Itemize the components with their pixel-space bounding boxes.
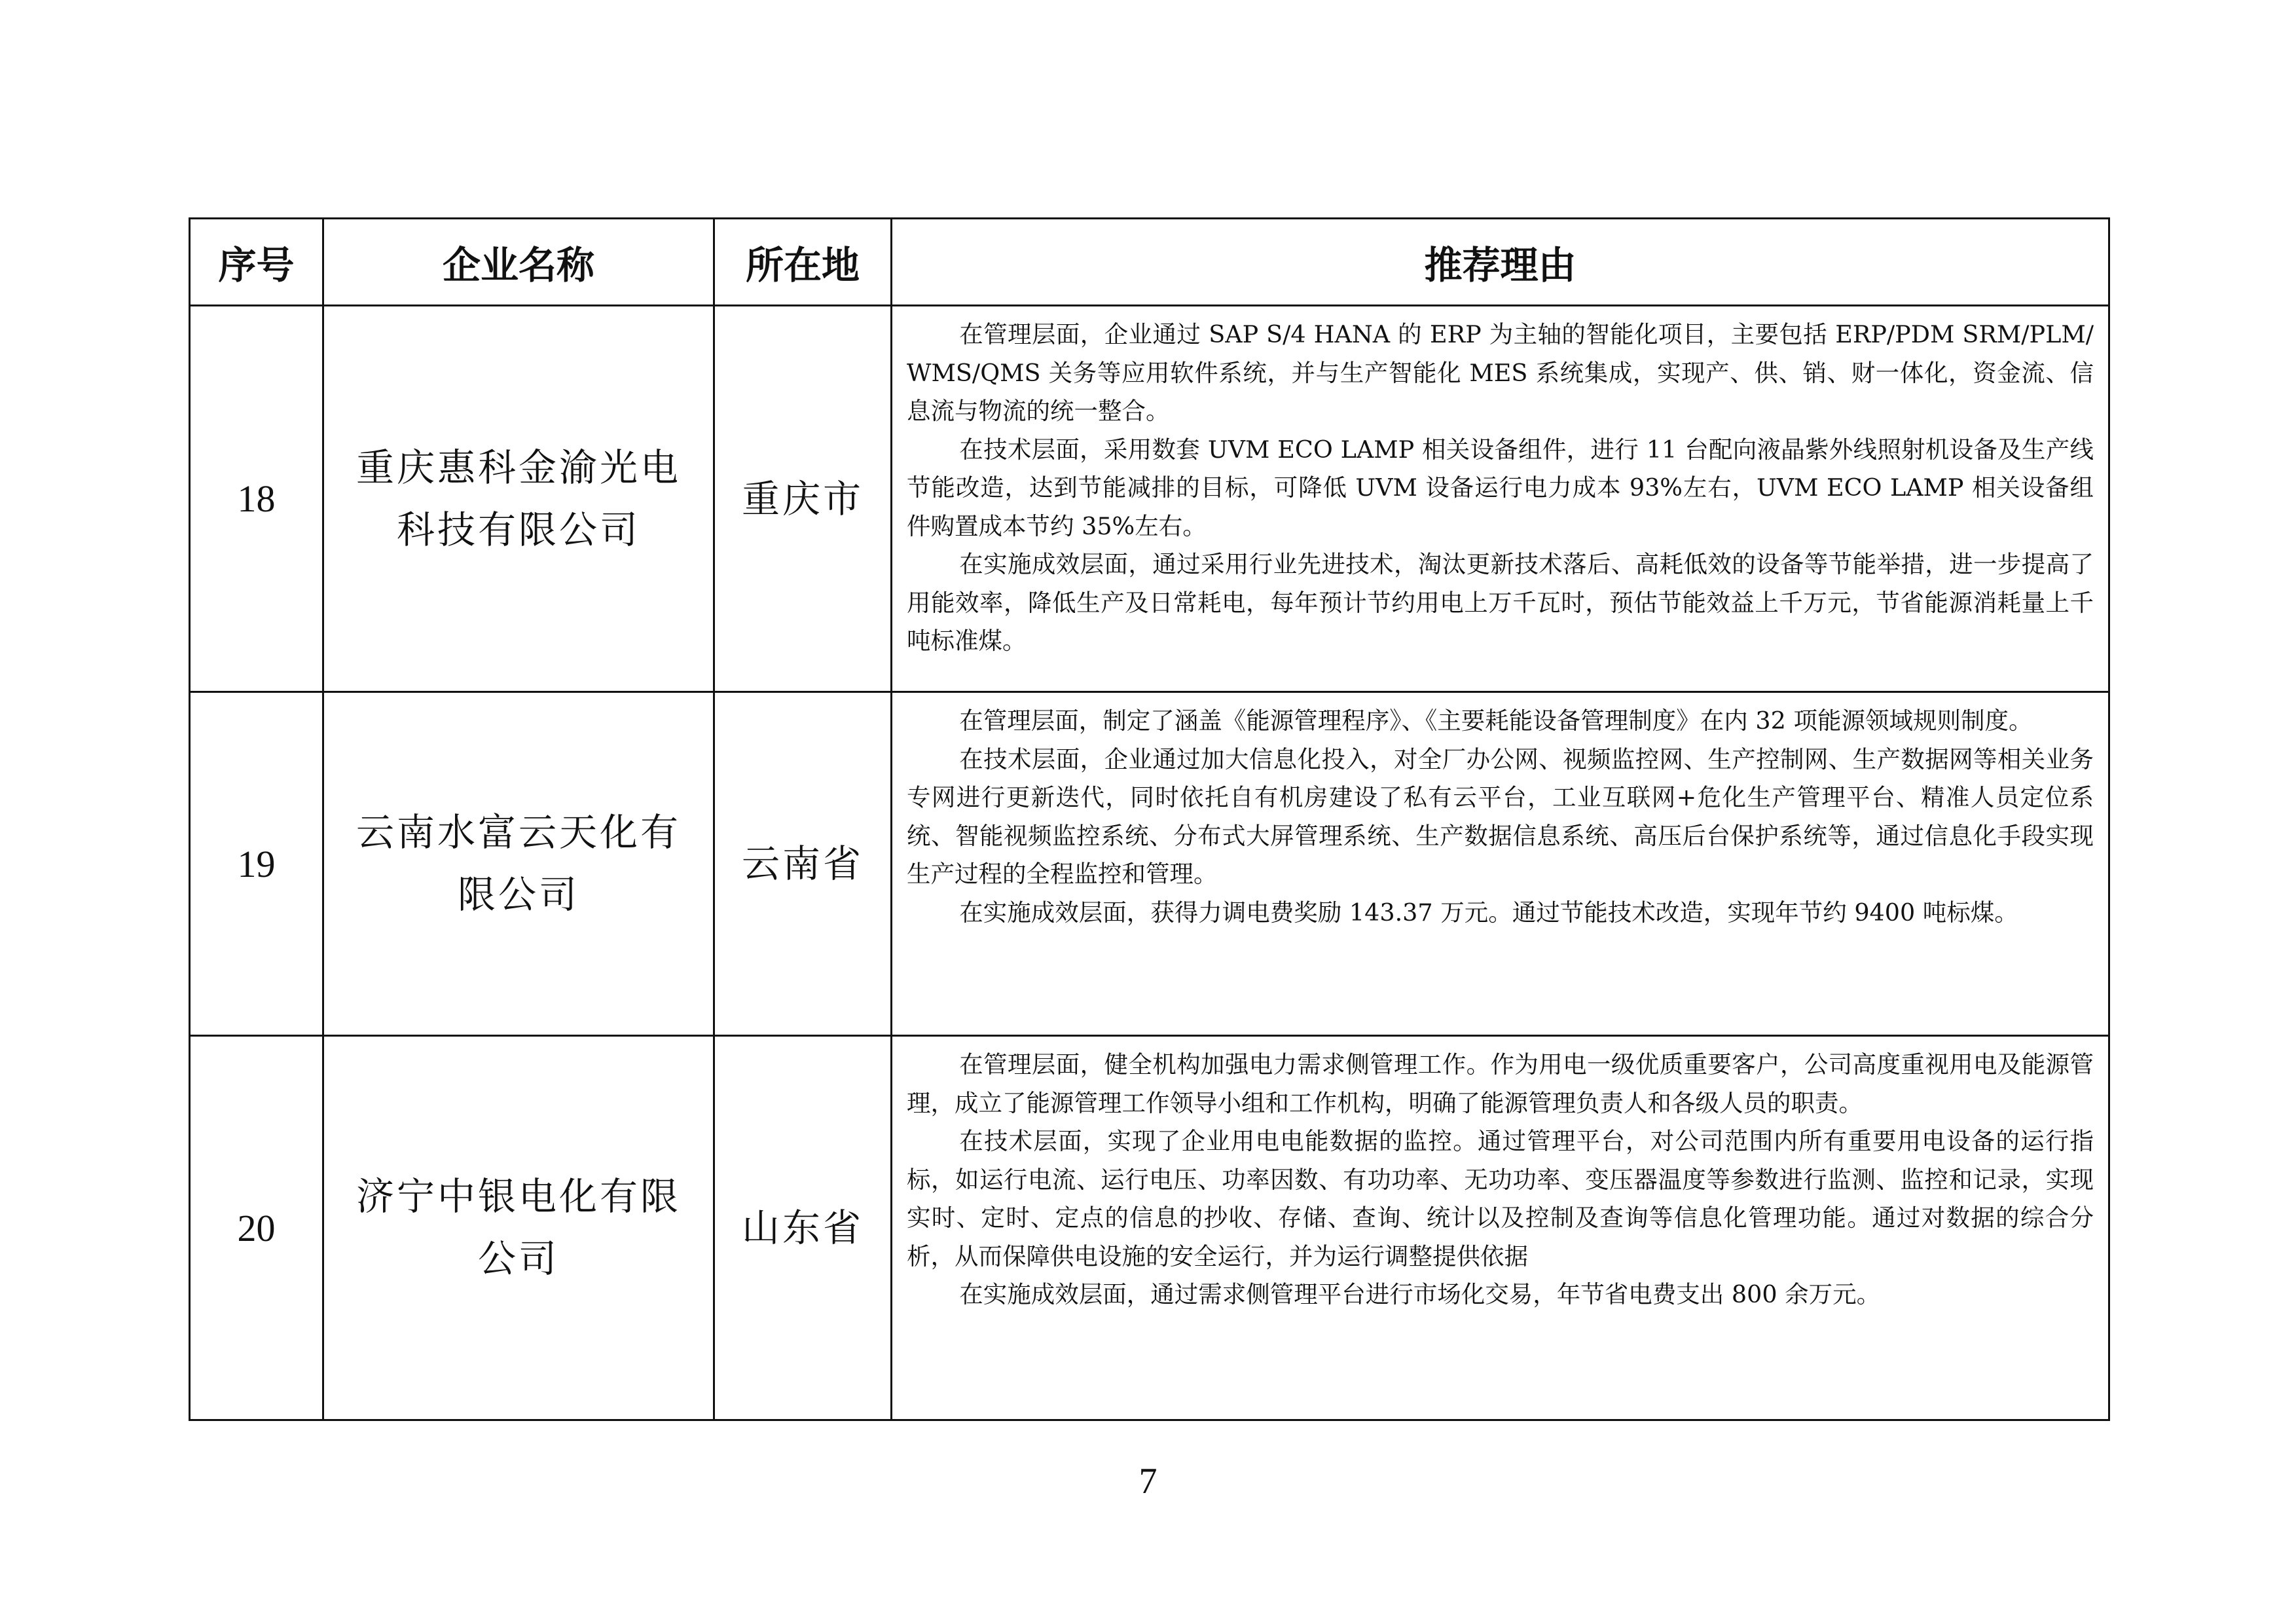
recommendation-table — [189, 217, 2110, 1421]
reason-paragraph: 在实施成效层面，通过需求侧管理平台进行市场化交易，年节省电费支出 800 余万元。 — [959, 1280, 1881, 1308]
company-name — [323, 1036, 714, 1420]
table-row — [190, 306, 2109, 692]
company-name-line: 限公司 — [457, 872, 579, 917]
reason-paragraph: 在实施成效层面，通过采用行业先进技术，淘汰更新技术落后、高耗低效的设备等节能举措，进一步提高了用能效率，降低生产及日常耗电，每年预计节约用电上万千瓦时，预估节能效益上千万元，节省能源消耗量上千吨标准煤。 — [907, 550, 2094, 655]
company-name-line: 公司 — [477, 1236, 559, 1281]
header-reason: 推荐理由 — [892, 219, 2109, 306]
header-location: 所在地 — [714, 219, 892, 306]
location: 云南省 — [714, 692, 892, 1036]
location: 重庆市 — [714, 306, 892, 692]
reason-paragraph: 在管理层面，企业通过 SAP S/4 HANA 的 ERP 为主轴的智能化项目，主要包括 ERP/PDM SRM/PLM/WMS/QMS 关务等应用软件系统，并与生产智能化 MES 系统集成，实现产、供、销、财一体化，资金流、信息流与物流的统一整合。 — [907, 320, 2094, 425]
reason-paragraph: 在技术层面，采用数套 UVM ECO LAMP 相关设备组件，进行 11 台配向液晶紫外线照射机设备及生产线节能改造，达到节能减排的目标，可降低 UVM 设备运行电力成本 93%左右，UVM ECO LAMP 相关设备组件购置成本节约 35%左右。 — [907, 435, 2094, 540]
company-name-line: 重庆惠科金渝光电 — [355, 445, 681, 490]
reason-paragraph: 在管理层面，制定了涵盖《能源管理程序》、《主要耗能设备管理制度》在内 32 项能源领域规则制度。 — [959, 707, 2033, 735]
reason-cell — [892, 1036, 2109, 1420]
company-name-line: 科技有限公司 — [396, 507, 640, 552]
serial-number: 18 — [190, 306, 323, 692]
reason-paragraph: 在技术层面，实现了企业用电电能数据的监控。通过管理平台，对公司范围内所有重要用电设备的运行指标，如运行电流、运行电压、功率因数、有功功率、无功功率、变压器温度等参数进行监测、监控和记录，实现实时、定时、定点的信息的抄收、存储、查询、统计以及控制及查询等信息化管理功能。通过对数据的综合分析，从而保障供电设施的安全运行，并为运行调整提供依据 — [907, 1127, 2094, 1270]
company-name-line: 云南水富云天化有 — [355, 810, 681, 855]
company-name-line: 济宁中银电化有限 — [355, 1174, 681, 1219]
reason-paragraph: 在实施成效层面，获得力调电费奖励 143.37 万元。通过节能技术改造，实现年节约 9400 吨标煤。 — [959, 898, 2018, 927]
location: 山东省 — [714, 1036, 892, 1420]
table-row — [190, 692, 2109, 1036]
serial-number: 19 — [190, 692, 323, 1036]
page-number: 7 — [1139, 1461, 1157, 1502]
reason-cell — [892, 306, 2109, 692]
company-name — [323, 306, 714, 692]
serial-number: 20 — [190, 1036, 323, 1420]
reason-paragraph: 在技术层面，企业通过加大信息化投入，对全厂办公网、视频监控网、生产控制网、生产数据网等相关业务专网进行更新迭代，同时依托自有机房建设了私有云平台，工业互联网+危化生产管理平台、精准人员定位系统、智能视频监控系统、分布式大屏管理系统、生产数据信息系统、高压后台保护系统等，通过信息化手段实现生产过程的全程监控和管理。 — [907, 745, 2094, 888]
table-header-row — [190, 219, 2109, 306]
header-company-name: 企业名称 — [323, 219, 714, 306]
company-name — [323, 692, 714, 1036]
header-serial-number: 序号 — [190, 219, 323, 306]
table-row — [190, 1036, 2109, 1420]
reason-cell — [892, 692, 2109, 1036]
reason-paragraph: 在管理层面，健全机构加强电力需求侧管理工作。作为用电一级优质重要客户，公司高度重视用电及能源管理，成立了能源管理工作领导小组和工作机构，明确了能源管理负责人和各级人员的职责。 — [907, 1050, 2094, 1117]
